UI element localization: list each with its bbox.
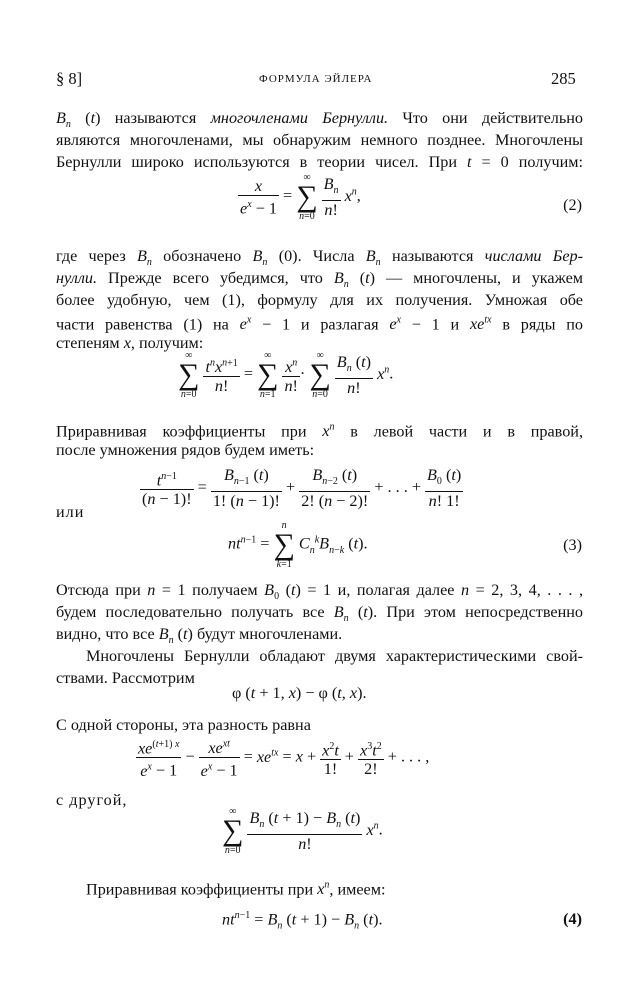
running-title: ФОРМУЛА ЭЙЛЕРА: [259, 73, 373, 85]
difference-equation: $\frac{xe^{(t+1) x}}{e^x - 1}$ − $xe^{xt}$ $e^x - 1$ = $xe^{tx} = x$ + $\frac{x^2t}{1!}$ + $\frac{x^3t^2}{2!}$ + . . . ,: [136, 736, 429, 780]
series-product-equation: ∞ ∑ n=0 $t^nx^{n+1}$ n! = ∞ ∑ n=1 $\frac{x^n}{n!}$ · ∞ ∑ n=0 $\frac{B_n (t)}{n!}$ $x^n$.: [178, 350, 394, 400]
text-line: части равенства (1) на $e^x - 1$ и разлагая $e^x - 1$ и $xe^{tx}$ в ряды по: [56, 315, 583, 334]
text-line: более удобную, чем (1), формулу для их получения. Умножая обе: [56, 291, 583, 309]
equation-number: (3): [563, 536, 582, 554]
text-line: Многочлены Бернулли обладают двумя характеристическими свой-: [86, 647, 583, 665]
equation-4: $nt^{n-1} = B_n$ $(t + 1) - B_n$ (t).: [222, 910, 383, 932]
coefficient-equation: $\frac{t^{n-1}}{(n - 1)!}$ = $\frac{B_{n-1} (t)}{1! (n - 1)!}$ + $\frac{B_{n-2} (t)}{2! (n - 2)!}$ + . . . + $\frac{B_0 (t)}{n! 1!}$: [142, 466, 462, 511]
equation-2: $\frac{x}{e^x - 1}$ = ∞ ∑ n=0 $\frac{B_n}{n!}$ $x^n$,: [240, 172, 361, 222]
text-line: Приравнивая коэффициенты при $x^n$, имеем:: [86, 880, 386, 899]
equation-number: (4): [563, 910, 582, 928]
page-number: 285: [551, 69, 576, 88]
difference-expression: φ (t + 1, x) − φ (t, x).: [232, 684, 367, 702]
text-line: с другой,: [56, 791, 128, 809]
text-line: будем последовательно получать все $B_n$ (t). При этом непосредственно: [56, 603, 583, 625]
text-line: Бернулли широко используются в теории чисел. При t = 0 получим:: [56, 153, 584, 171]
text-line: $B_n$ (t) называются многочленами Бернулли. Что они действительно: [56, 109, 584, 131]
text-line: Приравнивая коэффициенты при $x^n$ в левой части и в правой,: [56, 422, 583, 441]
equation-3: $nt^{n-1}$ = n ∑ k=1 $C_n^kB_{n-k}$ (t).: [228, 520, 368, 570]
or-label: или: [56, 503, 85, 521]
section-marker: § 8]: [56, 69, 83, 88]
text-line: Отсюда при n = 1 получаем $B_0$ (t) = 1 и, полагая далее n = 2, 3, 4, . . . ,: [56, 581, 583, 603]
text-line: С одной стороны, эта разность равна: [56, 716, 311, 734]
series-difference: ∞ ∑ n=0 $\frac{B_n (t + 1) - B_n (t)}{n!}$ $x^n$.: [222, 806, 383, 856]
text-line: ствами. Рассмотрим: [56, 669, 195, 687]
text-line: степеням x, получим:: [56, 334, 204, 352]
text-line: являются многочленами, мы обнаружим немного позднее. Многочлены: [56, 131, 583, 149]
text-line: нулли. Прежде всего убедимся, что $B_n$ (t) — многочлены, и укажем: [56, 269, 583, 291]
text-line: видно, что все $B_n$ (t) будут многочленами.: [56, 625, 343, 647]
text-line: после умножения рядов будем иметь:: [56, 441, 315, 459]
text-line: где через $B_n$ обозначено $B_n$ (0). Числа $B_n$ называются числами Бер-: [56, 247, 583, 269]
equation-number: (2): [563, 196, 582, 214]
